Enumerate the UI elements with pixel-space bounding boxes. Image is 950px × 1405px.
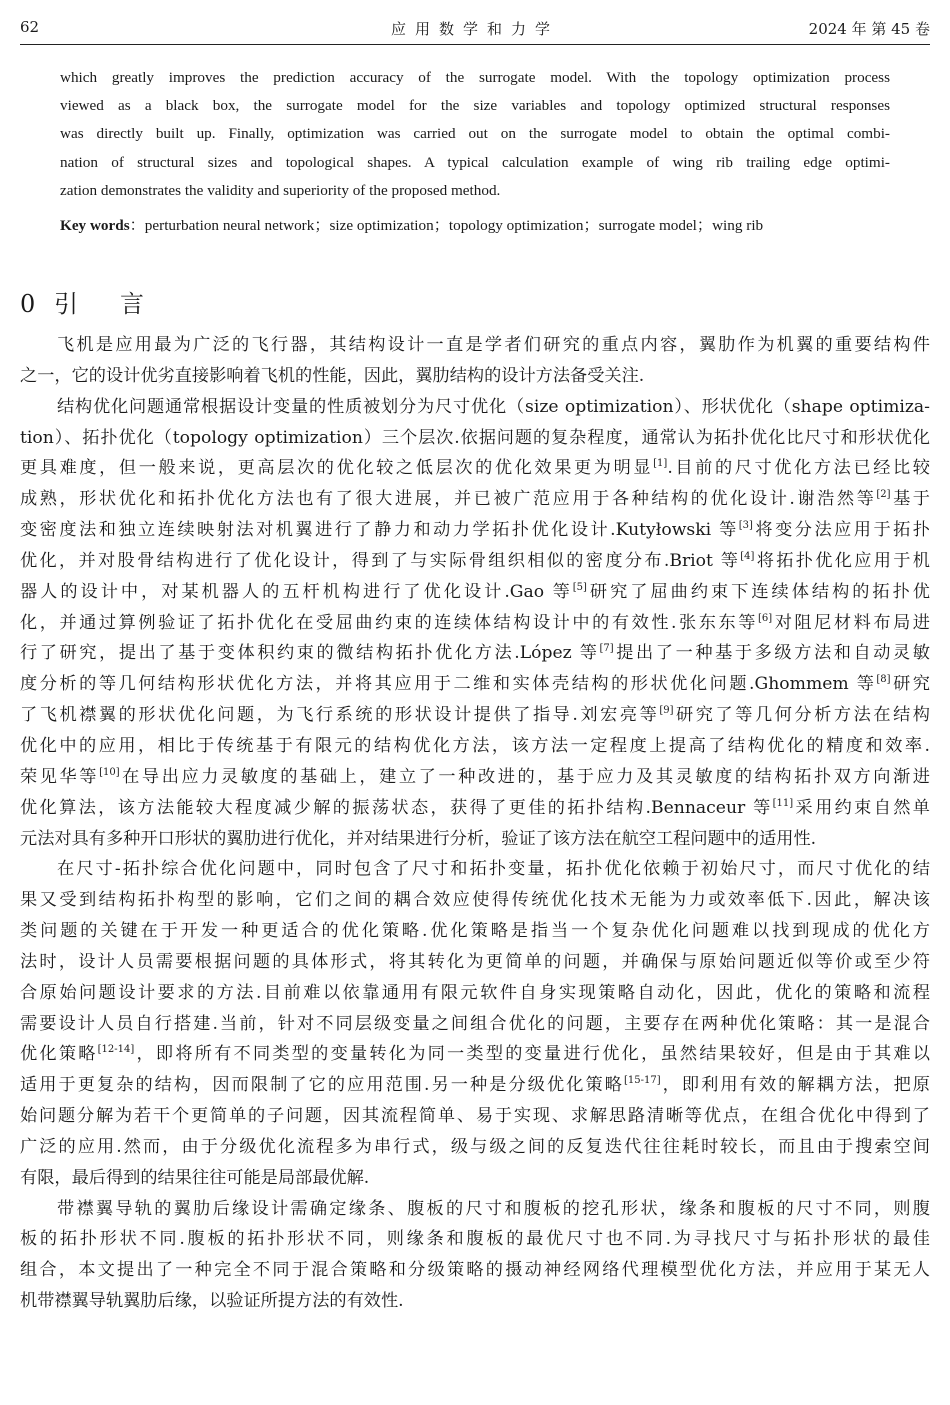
- paragraph-line: tion）、拓扑优化（topology optimization）三个层次.依据问题的复杂程度，通常认为拓扑优化比尺寸和形状优化: [20, 427, 930, 448]
- paragraph-line: 机带襟翼导轨翼肋后缘，以验证所提方法的有效性.: [20, 1291, 404, 1312]
- paragraph-line: 优化中的应用，相比于传统基于有限元的结构优化方法，该方法一定程度上提高了结构优化的精度和效率.: [20, 735, 930, 756]
- paragraph-line: 类问题的关键在于开发一种更适合的优化策略.优化策略是指当一个复杂优化问题难以找到现成的优化方: [20, 921, 930, 942]
- section-title: 引言: [54, 290, 186, 318]
- abstract-line: nation of structural sizes and topological shapes. A typical calculation example of wing rib trailing edge optimi-: [60, 153, 890, 171]
- citation-ref: [8]: [876, 674, 891, 686]
- section-heading: [20, 284, 186, 319]
- section-number: 0: [20, 290, 36, 318]
- page-number: 62: [20, 18, 40, 36]
- citation-ref: [11]: [772, 797, 794, 809]
- paragraph-line: 法时，设计人员需要根据问题的具体形式，将其转化为更简单的问题，并确保与原始问题近似等价或至少符: [20, 951, 930, 972]
- paragraph-line: 优化策略[12-14]，即将所有不同类型的变量转化为同一类型的变量进行优化，虽然结果较好，但是由于其难以: [20, 1044, 930, 1065]
- citation-ref: [15-17]: [623, 1075, 661, 1087]
- paragraph-line: 成熟，形状优化和拓扑优化方法也有了很大进展，并已被广范应用于各种结构的优化设计.谢浩然等[2]基于: [20, 489, 930, 510]
- abstract-line: was directly built up. Finally, optimization was carried out on the surrogate model to obtain the optimal combi-: [60, 125, 890, 143]
- keywords-label: Key words: [60, 217, 130, 234]
- citation-ref: [12-14]: [97, 1044, 135, 1056]
- citation-ref: [10]: [99, 766, 120, 778]
- paragraph-line: 度分析的等几何结构形状优化方法，并将其应用于二维和实体壳结构的形状优化问题.Ghommem 等[8]研究: [20, 674, 930, 695]
- paragraph-line: 器人的设计中，对某机器人的五杆机构进行了优化设计.Gao 等[5]研究了屈曲约束下连续体结构的拓扑优: [20, 581, 930, 602]
- issue-info: 2024 年 第 45 卷: [808, 20, 930, 38]
- paragraph-line: 元法对具有多种开口形状的翼肋进行优化，并对结果进行分析，验证了该方法在航空工程问题中的适用性.: [20, 828, 817, 849]
- citation-ref: [7]: [599, 643, 614, 655]
- paragraph-line: 在尺寸-拓扑综合优化问题中，同时包含了尺寸和拓扑变量，拓扑优化依赖于初始尺寸，而尺寸优化的结: [57, 859, 930, 880]
- paragraph-line: 合原始问题设计要求的方法.目前难以依靠通用有限元软件自身实现策略自动化，因此，优化的策略和流程: [20, 982, 930, 1003]
- citation-ref: [6]: [757, 612, 773, 624]
- paragraph-line: 组合，本文提出了一种完全不同于混合策略和分级策略的摄动神经网络代理模型优化方法，并应用于某无人: [20, 1260, 930, 1281]
- paragraph-line: 广泛的应用.然而，由于分级优化流程多为串行式，级与级之间的反复迭代往往耗时较长，而且由于搜索空间: [20, 1136, 930, 1157]
- paragraph-line: 果又受到结构拓扑构型的影响，它们之间的耦合效应使得传统优化技术无能为力或效率低下.因此，解决该: [20, 890, 930, 911]
- paragraph-line: 结构优化问题通常根据设计变量的性质被划分为尺寸优化（size optimization）、形状优化（shape optimiza-: [57, 396, 930, 417]
- keywords: [60, 212, 890, 240]
- paragraph-line: 更具难度，但一般来说，更高层次的优化较之低层次的优化效果更为明显[1].目前的尺寸优化方法已经比较: [20, 458, 930, 479]
- paragraph-line: 了飞机襟翼的形状优化问题，为飞行系统的形状设计提供了指导.刘宏亮等[9]研究了等几何分析方法在结构: [20, 705, 930, 726]
- citation-ref: [1]: [653, 458, 668, 470]
- abstract-line: which greatly improves the prediction accuracy of the surrogate model. With the topology optimization process: [60, 69, 890, 86]
- paragraph-line: 适用于更复杂的结构，因而限制了它的应用范围.另一种是分级优化策略[15-17]，即利用有效的解耦方法，把原: [20, 1075, 930, 1096]
- paragraph-line: 始问题分解为若干个更简单的子问题，因其流程简单、易于实现、求解思路清晰等优点，在组合优化中得到了: [20, 1106, 930, 1127]
- paragraph-line: 需要设计人员自行搭建.当前，针对不同层级变量之间组合优化的问题，主要存在两种优化策略：其一是混合: [20, 1013, 930, 1034]
- paragraph-line: 板的拓扑形状不同.腹板的拓扑形状不同，则缘条和腹板的最优尺寸也不同.为寻找尺寸与拓扑形状的最佳: [20, 1229, 930, 1250]
- running-header: [20, 10, 930, 45]
- abstract-line: viewed as a black box, the surrogate model for the size variables and topology optimized structural responses: [60, 97, 890, 115]
- paragraph-line: 飞机是应用最为广泛的飞行器，其结构设计一直是学者们研究的重点内容，翼肋作为机翼的重要结构件: [57, 335, 930, 355]
- keywords-text: ：perturbation neural network；size optimization；topology optimization；surrogate model；wing rib: [129, 217, 764, 234]
- body-text: [20, 330, 930, 1317]
- abstract-line: zation demonstrates the validity and superiority of the proposed method.: [60, 181, 501, 199]
- paragraph-line: 荣见华等[10]在导出应力灵敏度的基础上，建立了一种改进的，基于应力及其灵敏度的结构拓扑双方向渐进: [20, 766, 930, 787]
- paragraph-line: 优化算法，该方法能较大程度减少解的振荡状态，获得了更佳的拓扑结构.Bennaceur 等[11]采用约束自然单: [20, 797, 930, 818]
- paragraph-line: 行了研究，提出了基于变体积约束的微结构拓扑优化方法.López 等[7]提出了一种基于多级方法和自动灵敏: [20, 643, 930, 664]
- abstract-continuation: [60, 64, 890, 205]
- citation-ref: [9]: [659, 705, 674, 717]
- paragraph-line: 变密度法和独立连续映射法对机翼进行了静力和动力学拓扑优化设计.Kutyłowski 等[3]将变分法应用于拓扑: [20, 520, 930, 541]
- paragraph-line: 带襟翼导轨的翼肋后缘设计需确定缘条、腹板的尺寸和腹板的挖孔形状，缘条和腹板的尺寸不同，则腹: [57, 1198, 930, 1219]
- paragraph-line: 之一，它的设计优劣直接影响着飞机的性能，因此，翼肋结构的设计方法备受关注.: [20, 365, 645, 386]
- citation-ref: [5]: [572, 581, 587, 593]
- citation-ref: [2]: [876, 489, 891, 501]
- journal-name: 应用数学和力学: [390, 20, 559, 38]
- paragraph-line: 化，并通过算例验证了拓扑优化在受屈曲约束的连续体结构设计中的有效性.张东东等[6]对阻尼材料布局进: [20, 612, 930, 633]
- paragraph-line: 有限，最后得到的结果往往可能是局部最优解.: [20, 1167, 370, 1188]
- citation-ref: [3]: [738, 520, 753, 532]
- citation-ref: [4]: [740, 550, 755, 562]
- paragraph-line: 优化，并对股骨结构进行了优化设计，得到了与实际骨组织相似的密度分布.Briot 等[4]将拓扑优化应用于机: [20, 550, 930, 571]
